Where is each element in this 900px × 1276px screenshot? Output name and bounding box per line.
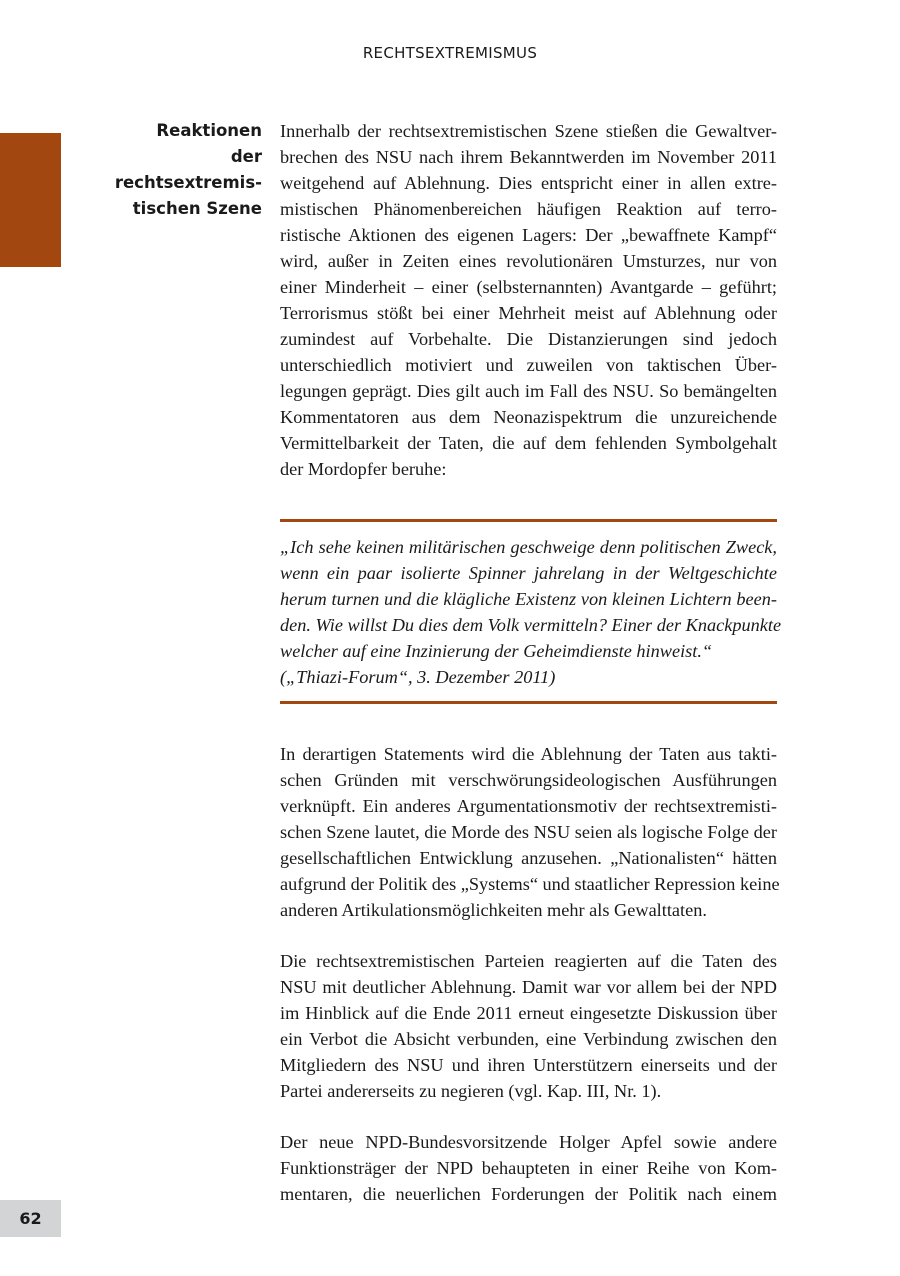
text-line: Der neue NPD-Bundesvorsitzende Holger Apfel sowie andere [280,1132,777,1152]
text-line: schen Szene lautet, die Morde des NSU seien als logische Folge der [280,822,777,842]
text-line: mistischen Phänomenbereichen häufigen Reaktion auf terro- [280,199,777,219]
text-line: unterschiedlich motiviert und zuweilen von taktischen Über- [280,355,777,375]
section-heading [80,118,262,222]
text-line: Partei andererseits zu negieren (vgl. Kap. III, Nr. 1). [280,1081,662,1101]
text-line: ristische Aktionen des eigenen Lagers: Der „bewaffnete Kampf“ [280,225,777,245]
quote-line: wenn ein paar isolierte Spinner jahrelang in der Weltgeschichte [280,563,777,583]
text-line: legungen geprägt. Dies gilt auch im Fall des NSU. So bemängelten [280,381,777,401]
text-line: Innerhalb der rechtsextremistischen Szene stießen die Gewaltver- [280,121,777,141]
text-line: mentaren, die neuerlichen Forderungen der Politik nach einem [280,1184,777,1204]
page-number: 62 [0,1200,61,1237]
paragraph-4 [280,1129,777,1207]
running-header: RECHTSEXTREMISMUS [362,44,538,62]
text-line: anderen Artikulationsmöglichkeiten mehr als Gewalttaten. [280,900,707,920]
section-heading-line: der rechtsextremis- [114,147,262,192]
text-line: Terrorismus stößt bei einer Mehrheit meist auf Ablehnung oder [280,303,777,323]
paragraph-1 [280,118,777,482]
quote-source: („Thiazi-Forum“, 3. Dezember 2011) [280,667,556,687]
quote-rule-bottom [280,701,777,704]
text-line: gesellschaftlichen Entwicklung anzusehen. „Nationalisten“ hätten [280,848,777,868]
text-line: Vermittelbarkeit der Taten, die auf dem fehlenden Symbolgehalt [280,433,777,453]
quote-line: den. Wie willst Du dies dem Volk vermitteln? Einer der Knackpunkte [280,615,782,635]
text-line: schen Gründen mit verschwörungsideologischen Ausführungen [280,770,777,790]
quote-line: welcher auf eine Inzinierung der Geheimdienste hinweist.“ [280,641,713,661]
text-line: Funktionsträger der NPD behaupteten in einer Reihe von Kom- [280,1158,777,1178]
quote-rule-top [280,519,777,522]
text-line: In derartigen Statements wird die Ablehnung der Taten aus takti- [280,744,777,764]
paragraph-3 [280,948,777,1104]
text-line: einer Minderheit – einer (selbsternannten) Avantgarde – geführt; [280,277,777,297]
quote-line: „Ich sehe keinen militärischen geschweige denn politischen Zweck, [280,537,777,557]
text-line: brechen des NSU nach ihrem Bekanntwerden im November 2011 [280,147,777,167]
text-line: Kommentatoren aus dem Neonazispektrum die unzureichende [280,407,777,427]
text-line: wird, außer in Zeiten eines revolutionären Umsturzes, nur von [280,251,777,271]
text-line: verknüpft. Ein anderes Argumentationsmotiv der rechtsextremisti- [280,796,777,816]
paragraph-2 [280,741,780,923]
chapter-color-tab [0,133,61,267]
text-line: ein Verbot die Absicht verbunden, eine Verbindung zwischen den [280,1029,777,1049]
text-line: aufgrund der Politik des „Systems“ und staatlicher Repression keine [280,874,780,894]
text-line: im Hinblick auf die Ende 2011 erneut eingesetzte Diskussion über [280,1003,777,1023]
text-line: der Mordopfer beruhe: [280,459,447,479]
text-line: Mitgliedern des NSU und ihren Unterstützern einerseits und der [280,1055,777,1075]
section-heading-line: Reaktionen [156,121,262,140]
text-line: zumindest auf Vorbehalte. Die Distanzierungen sind jedoch [280,329,777,349]
text-line: NSU mit deutlicher Ablehnung. Damit war vor allem bei der NPD [280,977,777,997]
section-heading-line: tischen Szene [132,199,262,218]
text-line: Die rechtsextremistischen Parteien reagierten auf die Taten des [280,951,777,971]
text-line: weitgehend auf Ablehnung. Dies entspricht einer in allen extre- [280,173,777,193]
blockquote [280,534,782,690]
quote-line: herum turnen und die klägliche Existenz von kleinen Lichtern been- [280,589,777,609]
